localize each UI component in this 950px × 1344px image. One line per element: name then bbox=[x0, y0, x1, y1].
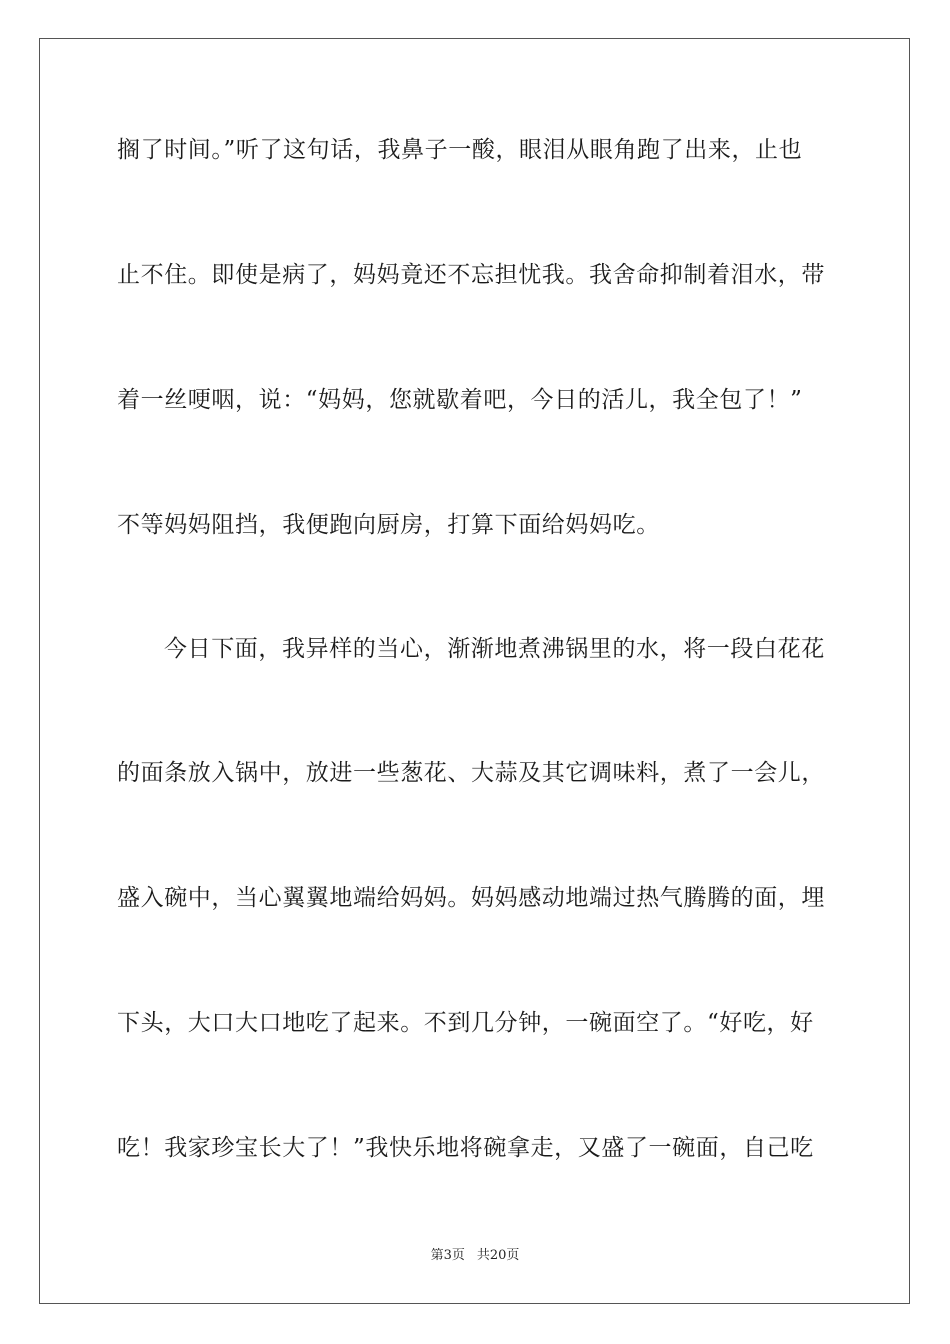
total-pages: 共20页 bbox=[476, 1248, 520, 1263]
paragraph-line-4: 不等妈妈阻挡，我便跑向厨房，打算下面给妈妈吃。 bbox=[117, 512, 660, 538]
paragraph-line-7: 盛入碗中，当心翼翼地端给妈妈。妈妈感动地端过热气腾腾的面，埋 bbox=[117, 885, 825, 911]
paragraph-line-9: 吃！我家珍宝长大了！”我快乐地将碗拿走，又盛了一碗面，自己吃 bbox=[117, 1135, 814, 1161]
paragraph-line-3: 着一丝哽咽，说：“妈妈，您就歇着吧，今日的活儿，我全包了！” bbox=[117, 387, 803, 413]
paragraph-line-1: 搁了时间。”听了这句话，我鼻子一酸，眼泪从眼角跑了出来，止也 bbox=[117, 137, 803, 163]
paragraph-line-5: 今日下面，我异样的当心，渐渐地煮沸锅里的水，将一段白花花 bbox=[164, 636, 825, 662]
paragraph-line-8: 下头，大口大口地吃了起来。不到几分钟，一碗面空了。“好吃，好 bbox=[117, 1010, 814, 1036]
paragraph-line-6: 的面条放入锅中，放进一些葱花、大蒜及其它调味料，煮了一会儿， bbox=[117, 760, 825, 786]
paragraph-line-2: 止不住。即使是病了，妈妈竟还不忘担忧我。我舍命抑制着泪水，带 bbox=[117, 262, 825, 288]
page-number: 第3页 bbox=[430, 1248, 465, 1263]
page-footer bbox=[0, 1247, 950, 1265]
page-border bbox=[39, 38, 910, 1304]
